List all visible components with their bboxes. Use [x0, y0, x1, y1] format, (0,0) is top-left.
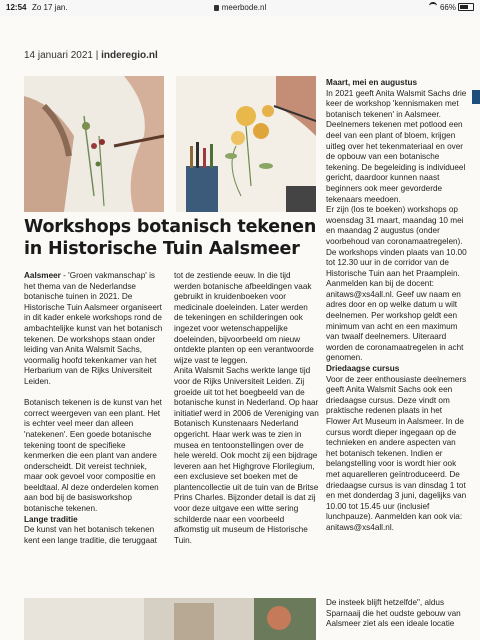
paragraph-workshop-dates: Er zijn (los te boeken) workshops op woensdag 31 maart, maandag 10 mei en maandag 2 augustus (onder voorbehoud van coronamaatregelen). De workshops vinden plaats van 10.00 tot 12.30 uur in de corridor van de Historische Tuin aan het Praamplein. Aanmelden kan bij de docent: anitaws@xs4all.nl. Geef uw naam en adres door en op welke datum u wilt deelnemen. Per workshop geldt een minimum van acht en een maximum van twaalf deelnemers. Uiteraard worden de coronamaatregelen in acht genomen. [326, 205, 467, 363]
status-right [429, 0, 474, 16]
article-column-3 [326, 78, 468, 534]
status-date: Zo 17 jan. [32, 3, 68, 12]
paragraph-traditie: De kunst van het botanisch tekenen kent een lange traditie, die teruggaat [24, 525, 157, 545]
article-source: inderegio.nl [101, 50, 158, 61]
battery-percent: 66% [439, 3, 456, 12]
status-time: 12:54 [6, 3, 27, 12]
subhead-driedaagse-cursus: Driedaagse cursus [326, 364, 400, 374]
photo-drawing-table-art [176, 76, 316, 212]
article-dateline: 14 januari 2021 | inderegio.nl [24, 50, 158, 61]
next-page-edge [472, 80, 480, 280]
paragraph-history: tot de zestiende eeuw. In die tijd werden botanische afbeeldingen vaak gebruikt in kruidenboeken voor medicinale doeleinden. Later werden de tekeningen en schilderingen ook ingezet voor wetenschappelijke doeleinden, bijvoorbeeld om nieuw ontdekte planten op een verantwoorde wijze vast te leggen. [174, 271, 314, 365]
photo-botanical-drawing-art [24, 76, 164, 212]
battery-icon [458, 3, 474, 11]
subhead-maart-mei-augustus: Maart, mei en augustus [326, 78, 417, 87]
status-bar [0, 0, 480, 16]
article-column-1 [24, 271, 164, 546]
intro-text: - 'Groen vakmanschap' is het thema van de Nederlandse botanische tuinen in 2021. De Historische Tuin Aalsmeer organiseert in dit kader enkele workshops rond de ambachtelijke kunst van het botanisch tekenen. De workshops staan onder leiding van Anita Walsmit Sachs, voormalig hoofd tekenkamer van het Herbarium van de Rijks Universiteit Leiden. [24, 271, 163, 386]
address-bar[interactable] [0, 0, 480, 16]
lock-icon [214, 5, 219, 11]
paragraph-cursus: Voor de zeer enthousiaste deelnemers geeft Anita Walsmit Sachs ook een driedaagse cursus. Deze vindt om praktische redenen plaats in het Flower Art Museum in Aalsmeer. In de cursus wordt dieper ingegaan op de technieken en andere aspecten van het botanisch tekenen. Indien er belangstelling voor is wordt hier ook met aquarelleren geïntroduceerd. De driedaagse cursus is van dinsdag 1 tot en met donderdag 3 juni, dagelijks van 10.00 tot 15.45 uur (inclusief lunchpauze). Aanmelden kan ook via: anitaws@xs4all.nl. [326, 374, 467, 532]
battery-fill [460, 5, 468, 9]
lead-location: Aalsmeer [24, 271, 61, 280]
wifi-icon [429, 2, 437, 10]
paragraph-botanical-art: Botanisch tekenen is de kunst van het correct weergeven van een plant. Het is echter veel meer dan alleen 'natekenen'. Een goede botanische tekening toont de specifieke kenmerken die een plant van andere onderscheidt. Dit vereist techniek, maar ook gevoel voor compositie en beeldtaal. Al deze onderdelen komen aan bod bij de basisworkshop botanische tekenen. [24, 398, 162, 514]
paragraph-intro [24, 271, 164, 388]
paragraph-next-article: De insteek blijft hetzelfde", aldus Sparnaaij die het oudste gebouw van Aalsmeer ziet als een ideale locatie [326, 598, 461, 629]
article-column-2 [174, 271, 319, 546]
article-title: Workshops botanisch tekenen in Historische Tuin Aalsmeer [24, 217, 317, 259]
paragraph-workshop-intro: In 2021 geeft Anita Walsmit Sachs drie keer de workshop 'kennismaken met botanisch tekenen' in Aalsmeer. Deelnemers tekenen met potlood een deel van een plant of bloem, krijgen uitleg over het tekenmateriaal en over de opbouw van een botanische tekening. De begeleiding is individueel gericht, daardoor kunnen naast beginners ook meer gevorderde tekenaars meedoen. [326, 88, 467, 204]
url-text: meerbode.nl [221, 3, 267, 12]
subhead-lange-traditie: Lange traditie [24, 514, 78, 524]
article-column-4 [326, 598, 468, 630]
article-date: 14 januari 2021 [24, 50, 93, 61]
photo-bottom-art [24, 598, 316, 640]
edge-accent [472, 90, 480, 104]
photo-botanical-drawing [24, 76, 164, 212]
photo-drawing-table [176, 76, 316, 212]
paragraph-anita: Anita Walsmit Sachs werkte lange tijd voor de Rijks Universiteit Leiden. Zij groeide uit tot het boegbeeld van de botanische kunst in Nederland. Op haar initiatief werd in 2006 de Vereniging van Botanisch Kunstenaars Nederland opgericht. Haar werk was te zien in musea en tentoonstellingen over de hele wereld. Ook mocht zij een bijdrage leveren aan het Highgrove Florilegium, een exclusieve set boeken met de plantencollectie uit de tuin van de Britse Prins Charles. Bijzonder detail is dat zij voor deze uitgave een witte sering schilderde naar een voorbeeld afkomstig uit museum de Historische Tuin. [174, 366, 319, 545]
photo-bottom [24, 598, 316, 640]
